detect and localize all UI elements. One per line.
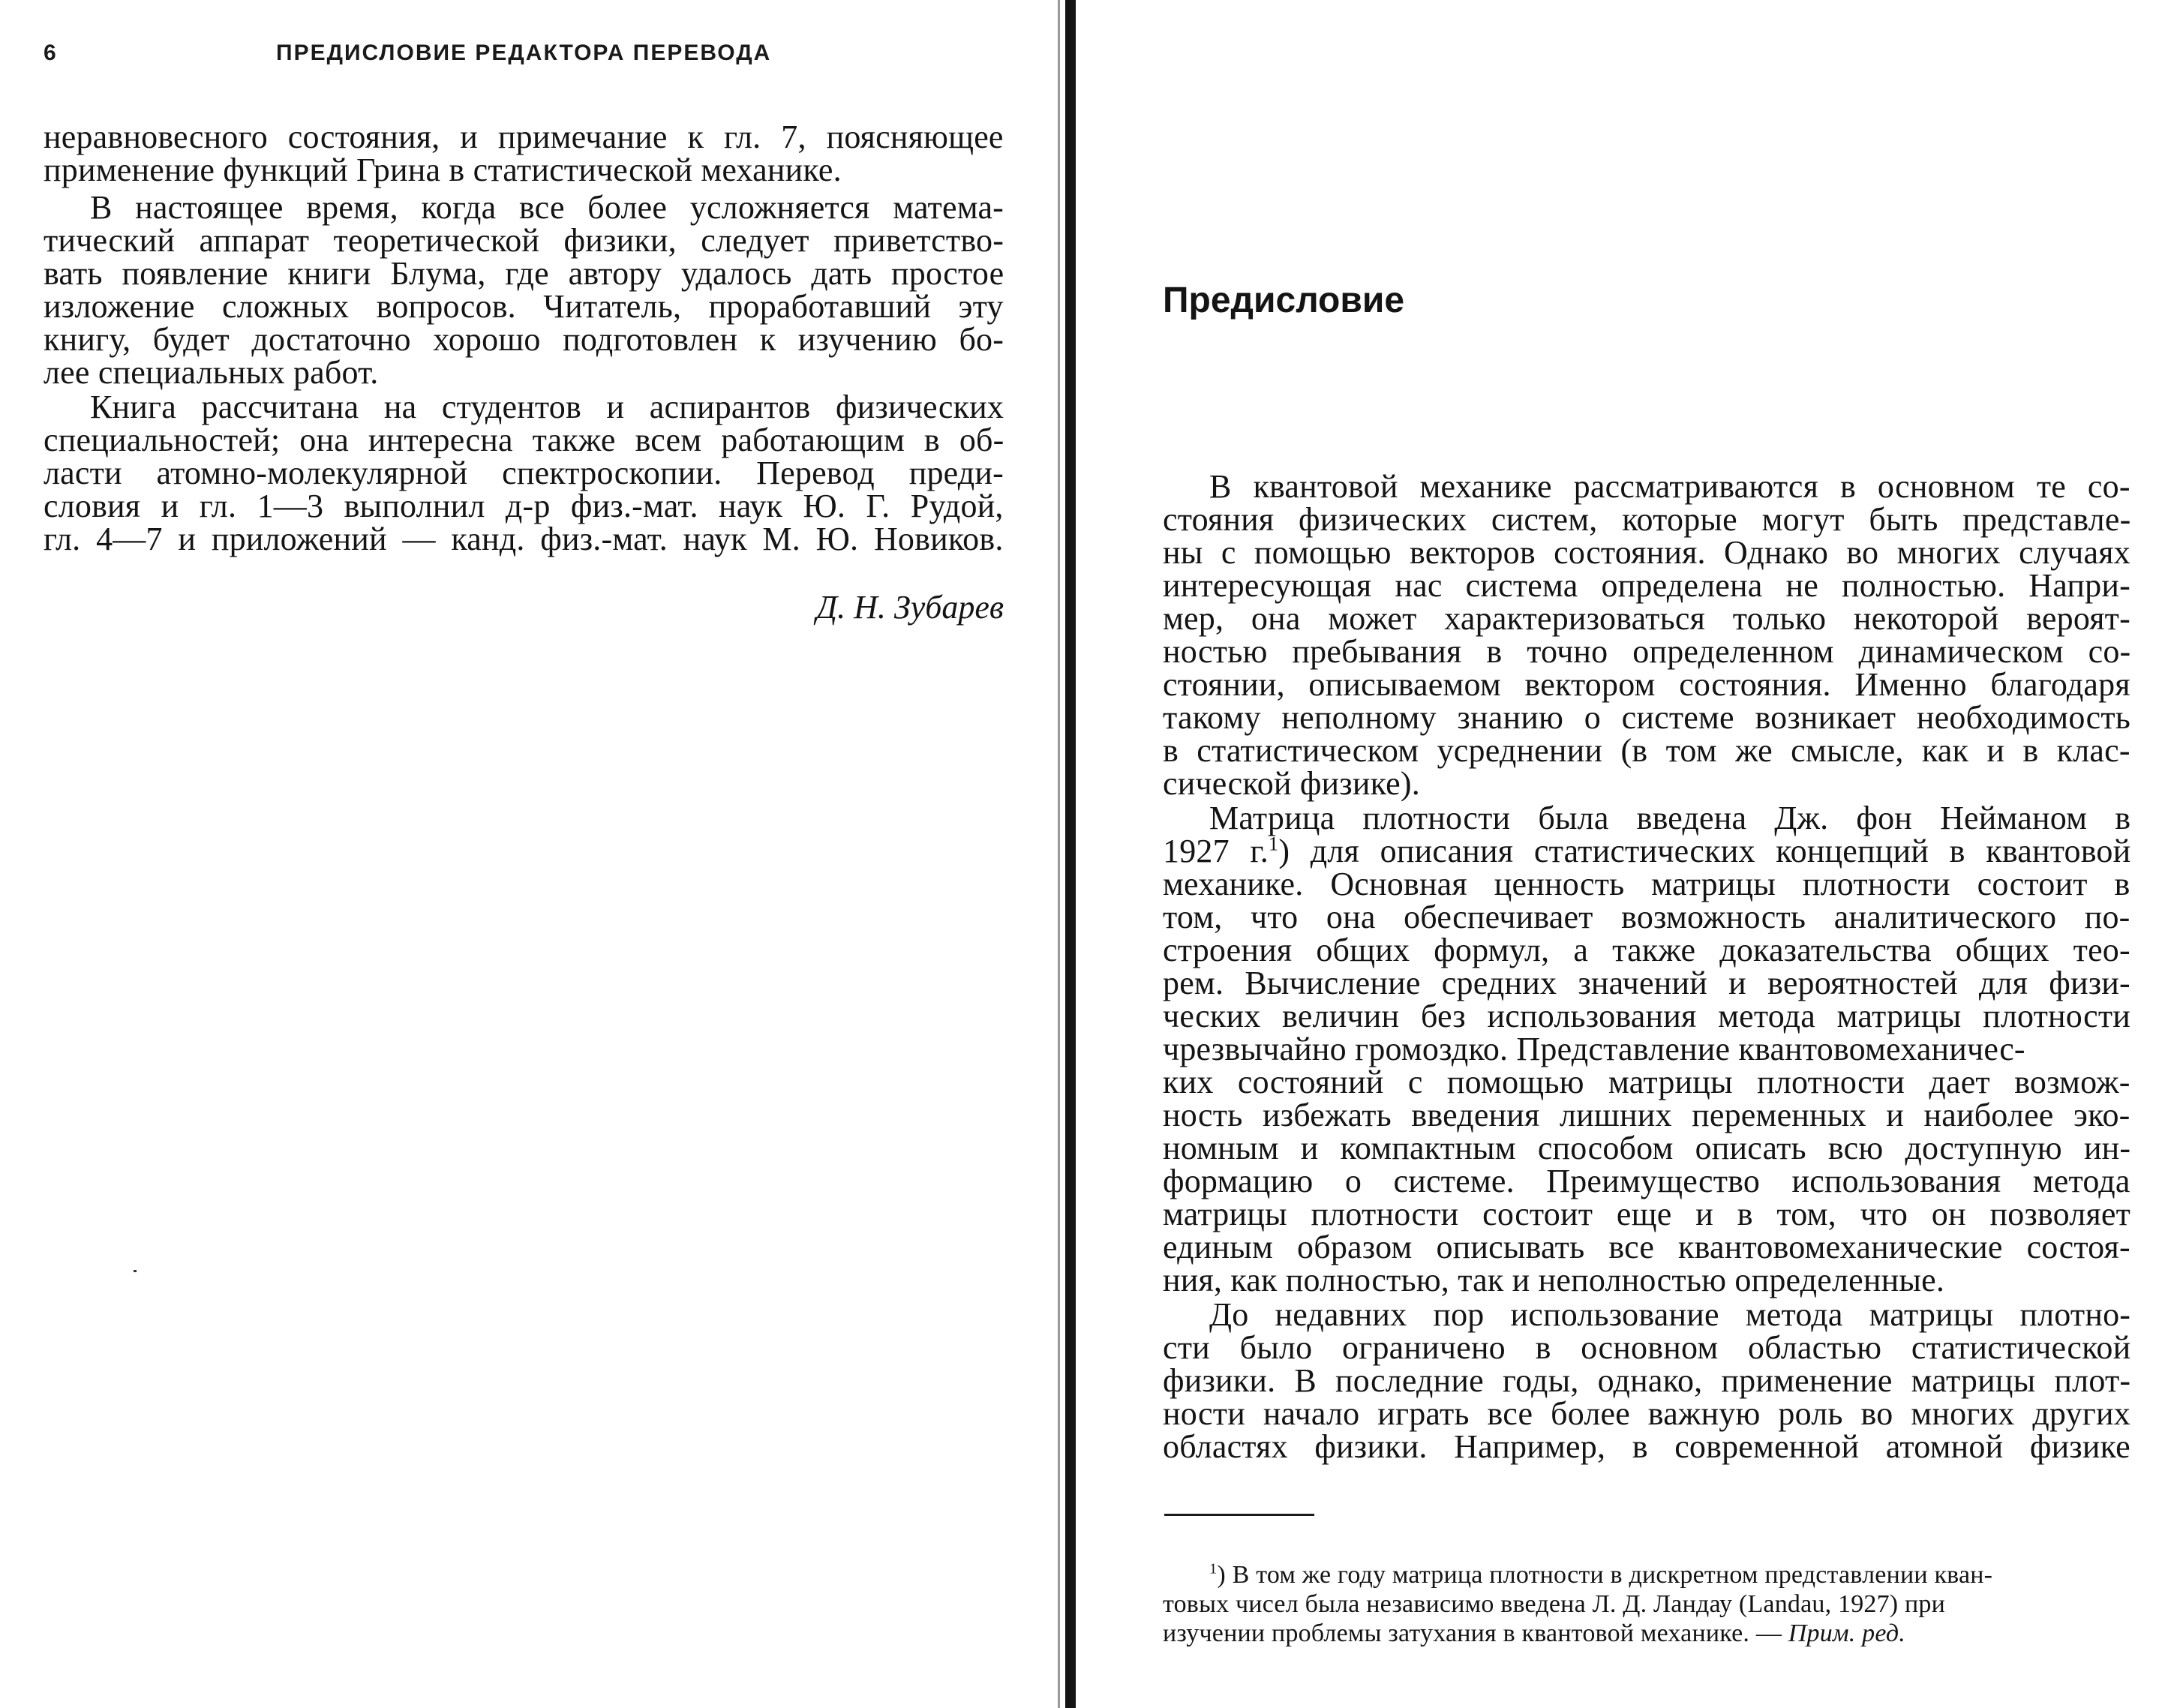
text-line: мер, она может характеризоваться только некоторой вероят- — [1163, 600, 2130, 637]
text-line: изложение сложных вопросов. Читатель, проработавший эту — [44, 288, 1004, 325]
text-line: физики. В последние годы, однако, применение матрицы плот- — [1163, 1362, 2131, 1399]
text-line: ких состояний с помощью матрицы плотности дает возмож- — [1163, 1064, 2130, 1100]
text-line: стоянии, описываемом вектором состояния. Именно благодаря — [1163, 666, 2130, 703]
text-fragment: 1927 г. — [1163, 833, 1269, 869]
footnote-text: ) В том же году матрица плотности в дискретном представлении кван- — [1217, 1561, 1993, 1589]
editor-note: Прим. ред. — [1788, 1619, 1905, 1647]
text-line: специальностей; она интересна также всем работающим в об- — [44, 422, 1004, 458]
text-line: ности начало играть все более важную роль во многих других — [1163, 1395, 2130, 1432]
text-line: стояния физических систем, которые могут быть представле- — [1163, 501, 2131, 538]
text-line: вать появление книги Блума, где автору удалось дать простое — [44, 255, 1004, 292]
text-line: гл. 4—7 и приложений — канд. физ.-мат. наук М. Ю. Новиков. — [44, 521, 1004, 557]
text-line: матрицы плотности состоит еще и в том, что он позволяет — [1163, 1196, 2131, 1232]
text-line: книгу, будет достаточно хорошо подготовлен к изучению бо- — [44, 321, 1004, 358]
signature: Д. Н. Зубарев — [816, 589, 1004, 626]
running-head — [44, 38, 1004, 75]
footnote-line: товых чисел была независимо введена Л. Д. Ландау (Landau, 1927) при — [1163, 1590, 1946, 1618]
left-page — [0, 0, 1050, 1708]
text-line: ческих величин без использования метода матрицы плотности — [1163, 998, 2131, 1034]
page-heading: Предисловие — [1163, 281, 1405, 320]
running-title: ПРЕДИСЛОВИЕ РЕДАКТОРА ПЕРЕВОДА — [276, 41, 772, 65]
text-line: ностью пребывания в точно определенном динамическом со- — [1163, 633, 2131, 670]
text-line: До недавних пор использование метода матрицы плотно- — [1209, 1296, 2131, 1333]
text-line: ласти атомно-молекулярной спектроскопии. Перевод преди- — [44, 455, 1004, 491]
print-speck — [134, 1270, 137, 1272]
text-line: номным и компактным способом описать всю доступную ин- — [1163, 1130, 2131, 1166]
text-line: ния, как полностью, так и неполностью определенные. — [1163, 1262, 1945, 1298]
text-line: В квантовой механике рассматриваются в основном те со- — [1209, 468, 2130, 505]
text-line: сти было ограничено в основном областью статистической — [1163, 1329, 2131, 1366]
footnote-mark: 1 — [1268, 832, 1279, 855]
text-line: том, что она обеспечивает возможность аналитического по- — [1163, 899, 2130, 935]
text-line: рем. Вычисление средних значений и вероятностей для физи- — [1163, 965, 2130, 1001]
text-line: формацию о системе. Преимущество использования метода — [1163, 1163, 2130, 1199]
gutter-line — [1058, 0, 1060, 1708]
text-line: чрезвычайно громоздко. Представление квантовомеханичес- — [1163, 1031, 2025, 1067]
text-line: единым образом описывать все квантовомеханические состоя- — [1163, 1229, 2130, 1265]
text-fragment: ) для описания статистических концепций в квантовой — [1278, 833, 2131, 869]
text-line: такому неполному знанию о системе возникает необходимость — [1163, 699, 2131, 736]
text-line: Книга рассчитана на студентов и аспирантов физических — [90, 389, 1004, 425]
text-line: тический аппарат теоретической физики, следует приветство- — [44, 222, 1004, 259]
text-line: строения общих формул, а также доказательства общих тео- — [1163, 932, 2130, 968]
text-line: в статистическом усреднении (в том же смысле, как и в клас- — [1163, 732, 2130, 769]
footnote-text: изучении проблемы затухания в квантовой механике. — — [1163, 1619, 1788, 1647]
text-line: ны с помощью векторов состояния. Однако во многих случаях — [1163, 534, 2130, 571]
text-line: неравновесного состояния, и примечание к гл. 7, поясняющее — [44, 119, 1004, 155]
footnote-line — [1163, 1620, 1905, 1647]
footnote-rule — [1164, 1514, 1314, 1516]
text-line: областях физики. Например, в современной атомной физике — [1163, 1428, 2130, 1465]
text-line — [1163, 834, 2130, 869]
text-line: лее специальных работ. — [44, 354, 379, 391]
text-line: Матрица плотности была введена Дж. фон Нейманом в — [1209, 800, 2131, 836]
footnote-number: 1 — [1209, 1560, 1218, 1577]
text-line: В настоящее время, когда все более усложняется матема- — [90, 189, 1004, 226]
text-line: словия и гл. 1—3 выполнил д-р физ.-мат. наук Ю. Г. Рудой, — [44, 488, 1004, 524]
text-line: ность избежать введения лишних переменных и наиболее эко- — [1163, 1097, 2130, 1133]
footnote-line — [1209, 1562, 1992, 1589]
book-spine — [1065, 0, 1076, 1708]
text-line: механике. Основная ценность матрицы плотности состоит в — [1163, 866, 2130, 902]
text-line: сической физике). — [1163, 765, 1420, 802]
text-line: интересующая нас система определена не полностью. Напри- — [1163, 567, 2130, 604]
page-number: 6 — [44, 41, 58, 65]
text-line: применение функций Грина в статистической механике. — [44, 152, 842, 188]
